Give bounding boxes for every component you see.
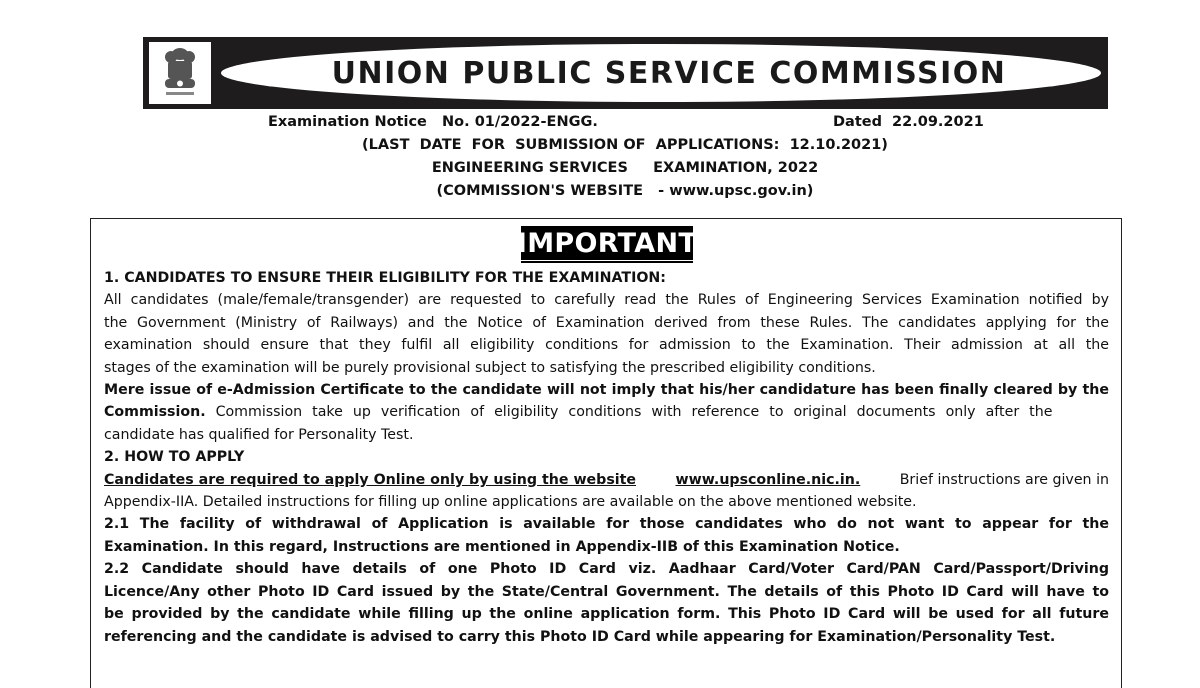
organization-title: UNION PUBLIC SERVICE COMMISSION [331,55,1007,91]
important-content [104,267,1109,648]
section-2-1-line: 2.1 The facility of withdrawal of Application is available for those candidates who do not want to appear for the [104,516,1109,533]
section-2-title: 2. HOW TO APPLY [104,449,245,466]
notice-date: Dated 22.09.2021 [833,114,984,130]
section-1-bold-line: Mere issue of e-Admission Certificate to the candidate will not imply that his/her candidature has been finally cleared by the [104,382,1109,399]
section-1-last-line: candidate has qualified for Personality Test. [104,426,414,443]
section-1-title: 1. CANDIDATES TO ENSURE THEIR ELIGIBILITY FOR THE EXAMINATION: [104,270,666,286]
national-emblem-icon [149,42,211,104]
section-2-2-line: 2.2 Candidate should have details of one Photo ID Card viz. Aadhaar Card/Voter Card/PAN Card/Passport/Driving [104,561,1109,578]
important-heading: IMPORTANT [516,227,698,259]
section-1-line-mixed [104,401,1109,423]
section-2-2-line: Licence/Any other Photo ID Card issued by the State/Central Government. The details of this Photo ID Card will have to [104,583,1109,600]
brief-instructions-text: Brief instructions are given in [899,471,1109,488]
notice-number: Examination Notice No. 01/2022-ENGG. [268,114,598,130]
section-2-line: Appendix-IIA. Detailed instructions for filling up online applications are available on the above mentioned website. [104,494,917,511]
section-1-line-after-bold: Commission take up verification of eligibility conditions with reference to original documents only after the [205,404,1053,421]
section-1-line: stages of the examination will be purely provisional subject to satisfying the prescribed eligibility conditions. [104,359,876,376]
upsconline-link[interactable]: www.upsconline.nic.in. [675,471,861,488]
exam-name: ENGINEERING SERVICES EXAMINATION, 2022 [431,160,819,176]
section-1-line: examination should ensure that they fulfil all eligibility conditions for admission to the Examination. Their admission at all the [104,337,1109,354]
section-2-2-line: be provided by the candidate while filling up the online application form. This Photo ID Card will be used for all future [104,606,1109,623]
important-underline [521,261,693,263]
commission-bold: Commission. [104,404,206,421]
upsc-header-banner [143,37,1108,109]
section-2-apply-line [104,469,1109,491]
section-1-line: the Government (Ministry of Railways) and the Notice of Examination derived from these Rules. The candidates applying for the [104,314,1109,331]
last-date-line: (LAST DATE FOR SUBMISSION OF APPLICATIONS: 12.10.2021) [362,137,888,153]
apply-online-text: Candidates are required to apply Online only by using the website [104,471,637,488]
section-2-1-line: Examination. In this regard, Instructions are mentioned in Appendix-IIB of this Examination Notice. [104,538,900,555]
section-1-line: All candidates (male/female/transgender) are requested to carefully read the Rules of Engineering Services Examination notified by [104,292,1109,309]
section-2-2-line: referencing and the candidate is advised to carry this Photo ID Card while appearing for Examination/Personality Test. [104,628,1056,645]
commission-website: (COMMISSION'S WEBSITE - www.upsc.gov.in) [436,183,814,199]
